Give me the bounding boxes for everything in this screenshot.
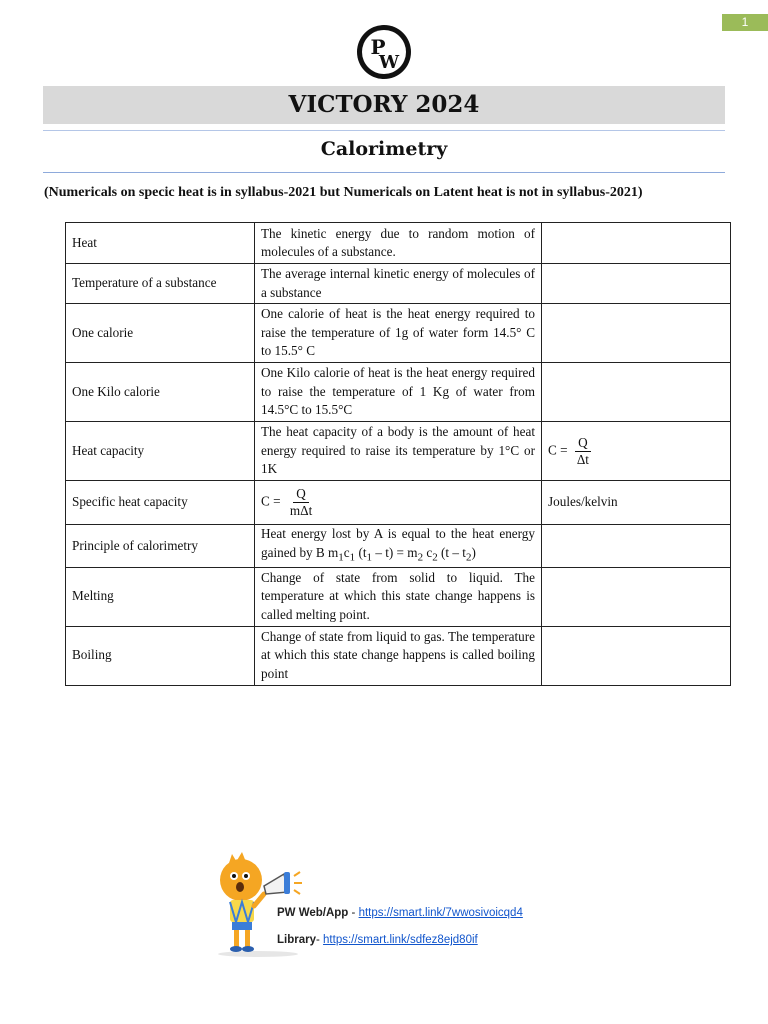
definition-cell: The kinetic energy due to random motion of molecules of a substance. [255,223,542,264]
definition-cell: The heat capacity of a body is the amount of heat energy required to raise its temperature by 1°C or 1K [255,422,542,481]
term-cell: Heat [66,223,255,264]
subscript: 1 [349,551,356,564]
library-link[interactable]: https://smart.link/sdfez8ejd80if [323,934,478,946]
formula-numerator: Q [575,435,591,452]
principle-t2: (t – t [437,544,466,560]
webapp-label: PW Web/App [277,907,349,919]
extra-cell [542,567,731,626]
pw-logo-icon [356,24,412,80]
logo-letter-p: P [370,35,386,59]
page-subtitle: Calorimetry [320,138,448,160]
term-cell: Temperature of a substance [66,264,255,304]
principle-c2: c [423,544,433,560]
formula-fraction [574,435,592,468]
calorimetry-principle [255,525,542,568]
term-cell: Melting [66,567,255,626]
syllabus-note: (Numericals on specic heat is in syllabus-2021 but Numericals on Latent heat is not in syllabus-2021) [44,185,643,200]
library-link-line [277,934,478,946]
table-row [66,626,731,685]
page-title: VICTORY 2024 [43,86,725,124]
page-number-tab: 1 [722,14,768,31]
glossary-table [65,222,731,686]
subscript: 2 [465,551,472,564]
principle-t: (t [355,544,367,560]
webapp-separator: - [348,907,359,919]
definition-cell: Change of state from liquid to gas. The temperature at which this state change happens is called boiling point [255,626,542,685]
extra-cell [542,363,731,422]
term-cell: Heat capacity [66,422,255,481]
table-row [66,567,731,626]
library-label: Library [277,934,316,946]
divider-bottom [43,172,725,173]
table-row [66,422,731,481]
formula-fraction [287,486,315,519]
divider-top [43,130,725,131]
principle-text: Heat energy lost by A is equal to the heat energy gained by B m [261,526,535,560]
webapp-link[interactable]: https://smart.link/7wwosivoicqd4 [358,907,523,919]
principle-mid: – t) = m [372,544,418,560]
extra-cell [542,626,731,685]
table-row [66,363,731,422]
library-separator: - [316,934,324,946]
table-row [66,264,731,304]
term-cell: Specific heat capacity [66,481,255,525]
formula-lhs: C = [261,493,281,509]
table-row [66,525,731,568]
extra-cell [542,304,731,363]
specific-heat-formula [255,481,542,525]
formula-lhs: C = [548,442,568,458]
term-cell: One Kilo calorie [66,363,255,422]
table-row [66,481,731,525]
subscript: 2 [417,551,424,564]
principle-end: ) [471,544,476,560]
logo-letter-w: W [378,52,400,73]
extra-cell [542,264,731,304]
subscript: 1 [366,551,373,564]
principle-c: c [343,544,350,560]
formula-denominator: mΔt [289,503,313,518]
term-cell: Principle of calorimetry [66,525,255,568]
table-row [66,223,731,264]
definition-cell: One calorie of heat is the heat energy required to raise the temperature of 1g of water form 14.5° C to 15.5° C [255,304,542,363]
formula-denominator: Δt [576,451,589,467]
definition-cell: One Kilo calorie of heat is the heat energy required to raise the temperature of 1 Kg of water from 14.5°C to 15.5°C [255,363,542,422]
term-cell: One calorie [66,304,255,363]
term-cell: Boiling [66,626,255,685]
extra-cell: Joules/kelvin [542,481,731,525]
table-row [66,304,731,363]
webapp-link-line [277,907,523,919]
definition-cell: Change of state from solid to liquid. The temperature at which this state change happens is called melting point. [255,567,542,626]
extra-cell [542,525,731,568]
subscript: 1 [338,551,344,564]
definition-cell: The average internal kinetic energy of molecules of a substance [255,264,542,304]
subscript: 2 [432,551,438,564]
formula-numerator: Q [293,486,309,503]
heat-capacity-formula [542,422,731,481]
extra-cell [542,223,731,264]
